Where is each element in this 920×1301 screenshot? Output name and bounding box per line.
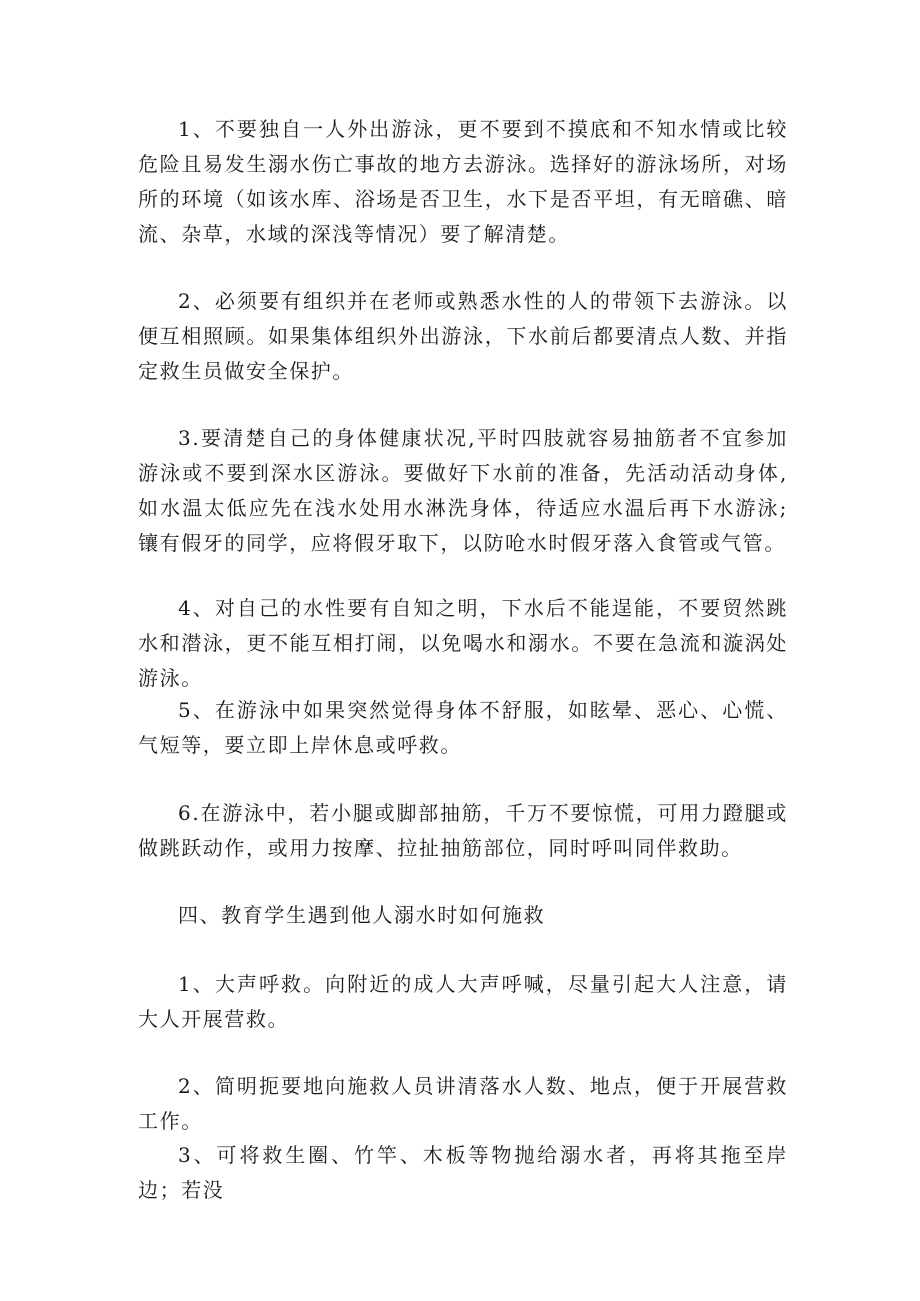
paragraph-3: 3.要清楚自己的身体健康状况,平时四肢就容易抽筋者不宜参加游泳或不要到深水区游泳。要做好下水前的准备，先活动活动身体,如水温太低应先在浅水处用水淋洗身体，待适应水温后再下水游泳;镶有假牙的同学，应将假牙取下，以防呛水时假牙落入食管或气管。: [138, 426, 788, 555]
paragraph-4: 4、对自己的水性要有自知之明，下水后不能逞能，不要贸然跳水和潜泳，更不能互相打闹，以免喝水和溺水。不要在急流和漩涡处游泳。: [138, 596, 788, 690]
paragraph-2: 2、必须要有组织并在老师或熟悉水性的人的带领下去游泳。以便互相照顾。如果集体组织外出游泳，下水前后都要清点人数、并指定救生员做安全保护。: [138, 289, 788, 383]
paragraph-6: 6.在游泳中，若小腿或脚部抽筋，千万不要惊慌，可用力蹬腿或做跳跃动作，或用力按摩、拉扯抽筋部位，同时呼叫同伴救助。: [138, 801, 788, 860]
rescue-paragraph-3: 3、可将救生圈、竹竿、木板等物抛给溺水者，再将其拖至岸边；若没: [138, 1143, 788, 1202]
section-heading: 四、教育学生遇到他人溺水时如何施救: [178, 903, 546, 927]
paragraph-5: 5、在游泳中如果突然觉得身体不舒服，如眩晕、恶心、心慌、气短等，要立即上岸休息或呼救。: [138, 698, 788, 757]
rescue-paragraph-2: 2、简明扼要地向施救人员讲清落水人数、地点，便于开展营救工作。: [138, 1074, 788, 1133]
paragraph-1: 1、不要独自一人外出游泳，更不要到不摸底和不知水情或比较危险且易发生溺水伤亡事故的地方去游泳。选择好的游泳场所，对场所的环境（如该水库、浴场是否卫生，水下是否平坦，有无暗礁、暗流、杂草，水域的深浅等情况）要了解清楚。: [138, 117, 788, 246]
rescue-paragraph-1: 1、大声呼救。向附近的成人大声呼喊，尽量引起大人注意，请大人开展营救。: [138, 972, 788, 1031]
